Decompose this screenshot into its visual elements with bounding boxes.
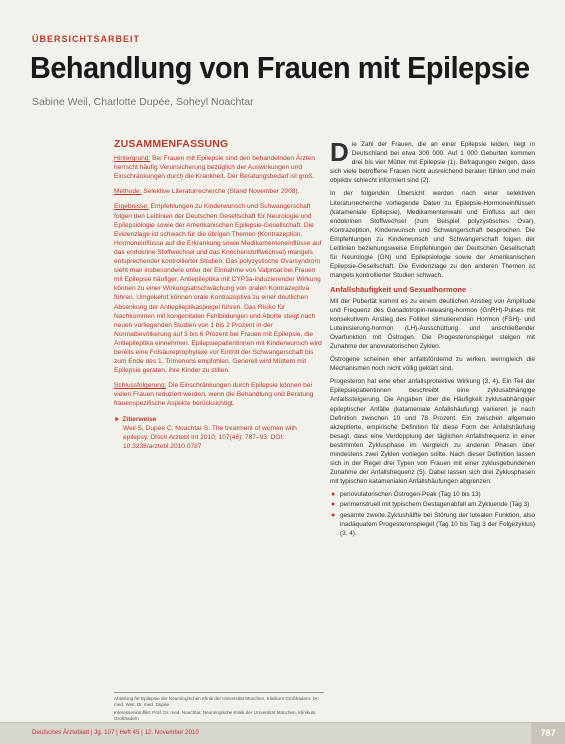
page-number: 787 [531, 723, 565, 744]
list-item-text: gesamte zweite Zyklushälfte bei Störung der lutealen Funktion, also inadäquatem Progesteronspiegel (Tag 10 bis Tag 3 der Folgezyklus) (3, 4). [340, 511, 535, 537]
body-paragraph: Mit der Pubertät kommt es zu einem deutlichen Anstieg von Amplitude und Frequenz des Gonadotropin-releasing-hormon (GnRH)-Pulses mit konsekutivem Anstieg des Follikel stimulierenden Hormon (FSH)- und Luteinisierung-hormon (LH)-Ausschüttung und anschließender Ovarfunktion mit Östrogen. Die Progesteronspiegel steigen mit Zunahme der anovulatorischen Zyklen. [330, 297, 535, 350]
bullet-icon: ● [331, 501, 336, 509]
body-paragraph: Östrogene scheinen eher anfallsfördernd zu wirken, wenngleich die Mechanismen noch nicht völlig geklärt sind. [330, 356, 535, 373]
footnote-line: Interessenkonflikt: Prof. Dr. med. Noachtar, Neurologische Klinik der Universität München, Klinikum Großhadern [114, 710, 316, 721]
page-footer [0, 722, 565, 744]
citation-block [114, 415, 322, 451]
abstract-conclusion [114, 381, 322, 408]
abstract-method [114, 187, 322, 196]
abstract-text: Bei Frauen mit Epilepsie sind den behandelnden Ärzten herrscht häufig Verunsicherung bezüglich der Auswirkungen und Einschränkungen durch die Krankheit. Der Beratungsbedarf ist groß. [114, 155, 315, 181]
journal-info: Deutsches Ärzteblatt | Jg. 107 | Heft 45 | 12. November 2010 [32, 729, 199, 736]
abstract-background [114, 154, 322, 181]
bullet-icon: ● [331, 511, 336, 519]
body-paragraph: Progesteron hat eine eher anfallsprotektive Wirkung (3, 4). Ein Teil der Epilepsiepatientinnen beschreibt eine zyklusabhängige Anfallssteigerung. Die Angaben über die Häufigkeit zyklusabhängiger epileptischer Anfälle (katameniale Anfallshäufung) variieren je nach Definition zwischen 10 und 78 Prozent. Ein zwischen allgemein akzeptierte, empirische Definition für diese Form der Anfallshäufung besagt, dass eine Verdopplung der täglichen Anfallsfrequenz in einer bestimmten Zyklusphase im Vergleich zu anderen Phasen über mindestens zwei Zyklen vorliegen sollte. Nach dieser Definition lassen sich in der Regel drei Typen von Frauen mit einer zyklusgebundenen Zunahme der Anfallsfrequenz (5). Dabei lassen sich drei Zyklusphasen mit typischen katamenialen Anfallshäufungen abgrenzen: [330, 378, 535, 486]
authors: Sabine Weil, Charlotte Dupée, Soheyl Noachtar [32, 96, 254, 108]
article-title: Behandlung von Frauen mit Epilepsie [30, 50, 530, 85]
abstract-results [114, 202, 322, 375]
section-label: ÜBERSICHTSARBEIT [32, 34, 141, 44]
bullet-icon: ● [331, 491, 336, 499]
abstract-heading: ZUSAMMENFASSUNG [114, 138, 229, 150]
abstract-text: Empfehlungen zu Kinderwunsch und Schwangerschaft folgen den Leitlinien der Deutschen Gesellschaft für Neurologie und Epilepsiologie sowie der Amerikanischen Epilepsie-Gesellschaft. Die Evidenzlage ist schwach für die übrigen Themen (Kontrazeption, Hormoneinflüsse auf die Erkrankung sowie Medikamenteneinflüsse auf das endokrine Stoffwechsel und das Knochenstoffwechsel) mangels entsprechender kontrollierter Studien. Das polyzystische Ovarsyndrom sieht man insbesondere unter der Einnahme von Valproat bei Frauen mit Epilepsie häufiger. Antiepileptika mit CYP3a-induzierender Wirkung können zu einer Wirkungsabschwächung von oralen Kontrazeptiva führen. Umgekehrt können orale Kontrazeptiva zu einer deutlichen Absenkung der Antiepileptikaspiegel führen. Das Risiko für Nachkommen mit kongenitalen Fehlbildungen und Aborte steigt nach neuen vorliegenden Studien von 1 bis 2 Prozent in der Normalbevölkerung auf 3 bis 6 Prozent bei Frauen mit Epilepsie, die Antiepileptika einnehmen. Epilepsiepatientinnen mit Kinderwunsch wird bereits eine Folsäureprophylaxe vor Eintritt der Schwangerschaft bis zum Ende des 1. Trimenons empfohlen. Generell wird Müttern mit Epilepsie geraten, ihre Kinder zu stillen. [114, 203, 322, 375]
abstract-label: Schlussfolgerung: [114, 382, 167, 390]
list-item [331, 500, 535, 509]
list-item [331, 511, 535, 538]
author-affiliations [114, 692, 324, 724]
body-paragraph [330, 137, 535, 185]
abstract-label: Methode: [114, 188, 142, 196]
citation-heading: ► Zitierweise [114, 415, 157, 423]
article-body [330, 137, 535, 539]
list-item-text: periovulatorischen Östrogen-Peak (Tag 10 bis 13) [340, 491, 481, 499]
body-intro: ie Zahl der Frauen, die an einer Epilepsie leiden, liegt in Deutschland bei etwa 300 000. Auf 1 000 Geburten kommen drei bis vier Mütter mit Epilepsie (1). Befragungen zeigen, dass sich viele betroffene Frauen nicht ausreichend beraten fühlen und mein objektiv schlecht informiert sind (2). [330, 141, 535, 185]
subheading: Anfallshäufigkeit und Sexualhormone [330, 285, 467, 295]
list-item-text: perimenstruell mit typischem Gestagenabfall am Zykluende (Tag 3) [340, 501, 530, 509]
bullet-list [330, 490, 535, 537]
abstract-label: Ergebnisse: [114, 203, 149, 211]
list-item [331, 490, 535, 499]
citation-text: Weil S, Dupée C, Noachtar S: The treatment of women with epilepsy. Dtsch Arztebl Int 2010; 107(46): 787–93. DOI: 10.3238/arztebl.2010.0787 [123, 424, 297, 450]
abstract-text: Selektive Literaturrecherche (Stand November 2008). [141, 188, 300, 196]
drop-cap: D [330, 137, 349, 167]
body-paragraph: In der folgenden Übersicht werden nach einer selektiven Literaturrecherche vorliegende Daten zu Epilepsie-Hormoneinflüssen (katameniale Epilepsie), Medikamentenwahl und Einfluss auf den endokrinen Stoffwechsel (zum Beispiel polyzystisches Ovar), Kontrazeption, Kinderwunsch und Schwangerschaft besprochen. Die Empfehlungen zu Kinderwunsch und Schwangerschaft folgen der Leitlinien beziehungsweise Empfehlungen der Deutschen Gesellschaft für Neurologie (GN) und Epilepsiologie sowie der Amerikanischen Epilepsie-Gesellschaft. Die Evidenzlage zu den anderen Themen ist mangels kontrollierter Studien schwach. [330, 190, 535, 280]
abstract-text: Die Einschränkungen durch Epilepsie können bei vielen Frauen reduziert werden, wenn die Behandlung und Beratung frauenspezifische Aspekte berücksichtigt. [114, 382, 314, 408]
abstract-box [114, 140, 322, 451]
abstract-label: Hintergrund: [114, 155, 151, 163]
footnote-line: Abteilung für Epilepsie der Neurologischen Klinik der Universität München, Klinikum Großhadern: Dr. med. Weil, Dr. med. Dupée [114, 696, 319, 707]
